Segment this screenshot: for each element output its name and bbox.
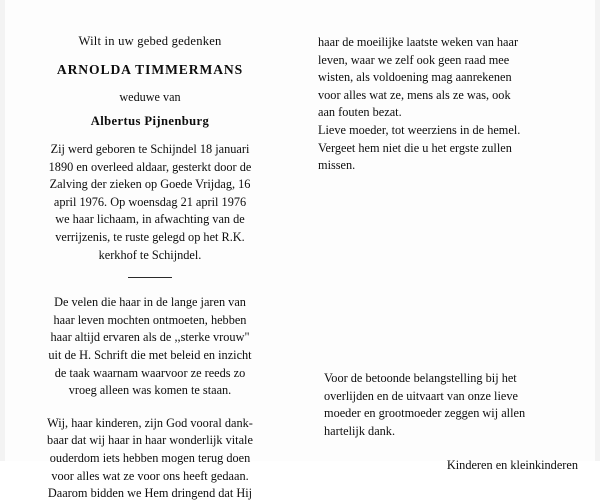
intro-line: Wilt in uw gebed gedenken [78, 34, 222, 48]
text-line: we haar lichaam, in afwachting van de [55, 212, 245, 227]
section-divider [128, 277, 172, 278]
text-line: aan fouten bezat. [318, 105, 402, 120]
text-line: voor alles wat ze voor ons heeft gedaan. [51, 468, 249, 483]
farewell-paragraph [318, 34, 576, 175]
text-line: april 1976. Op woensdag 21 april 1976 [53, 194, 247, 209]
text-line: voor alles wat ze, mens als ze was, ook [318, 87, 511, 102]
tribute-paragraph [22, 294, 278, 400]
text-line: overlijden en de uitvaart van onze lieve [324, 388, 518, 403]
deceased-name: ARNOLDA TIMMERMANS [56, 62, 244, 77]
text-line: kerkhof te Schijndel. [98, 247, 202, 262]
text-line: Lieve moeder, tot weerziens in de hemel. [318, 122, 521, 137]
thanks-paragraph [324, 370, 582, 440]
right-page [300, 0, 600, 473]
text-line: de taak waarnam waarvoor ze reeds zo [54, 365, 246, 380]
text-line: De velen die haar in de lange jaren van [54, 295, 246, 310]
text-line: Zij werd geboren te Schijndel 18 januari [50, 142, 250, 156]
text-line: ouderdom iets hebben mogen terug doen [49, 450, 251, 465]
text-line: haar de moeilijke laatste weken van haar [318, 35, 519, 49]
text-line: moeder en grootmoeder zeggen wij allen [324, 406, 526, 421]
text-line: haar leven mochten ontmoeten, hebben [53, 312, 247, 327]
text-line: wisten, als voldoening mag aanrekenen [318, 70, 512, 85]
text-line: baar dat wij haar in haar wonderlijk vitale [47, 433, 253, 448]
text-line: missen. [318, 158, 356, 173]
text-line: Zalving der zieken op Goede Vrijdag, 16 [49, 177, 251, 192]
biography-paragraph [22, 141, 278, 264]
text-line: 1890 en overleed aldaar, gesterkt door de [48, 159, 252, 174]
gratitude-paragraph [22, 415, 278, 503]
text-line: Vergeet hem niet die u het ergste zullen [318, 140, 512, 155]
text-line: haar altijd ervaren als de ,,sterke vrouw" [50, 330, 250, 345]
text-line: vroeg alleen was komen te staan. [68, 383, 232, 398]
text-line: Daarom bidden we Hem dringend dat Hij [47, 486, 253, 501]
text-line: Voor de betoonde belangstelling bij het [324, 371, 517, 385]
text-line: uit de H. Schrift die met beleid en inzicht [48, 347, 252, 362]
spouse-name: Albertus Pijnenburg [90, 114, 210, 128]
thanks-block [324, 370, 582, 473]
text-line: hartelijk dank. [324, 423, 396, 438]
text-line: leven, waar we zelf ook geen raad mee [318, 52, 510, 67]
left-page [0, 0, 300, 501]
relation-label: weduwe van [119, 90, 181, 104]
text-line: verrijzenis, te ruste gelegd op het R.K. [55, 229, 245, 244]
text-line: Wij, haar kinderen, zijn God vooral dank- [47, 415, 253, 430]
signature-line: Kinderen en kleinkinderen [446, 458, 578, 473]
